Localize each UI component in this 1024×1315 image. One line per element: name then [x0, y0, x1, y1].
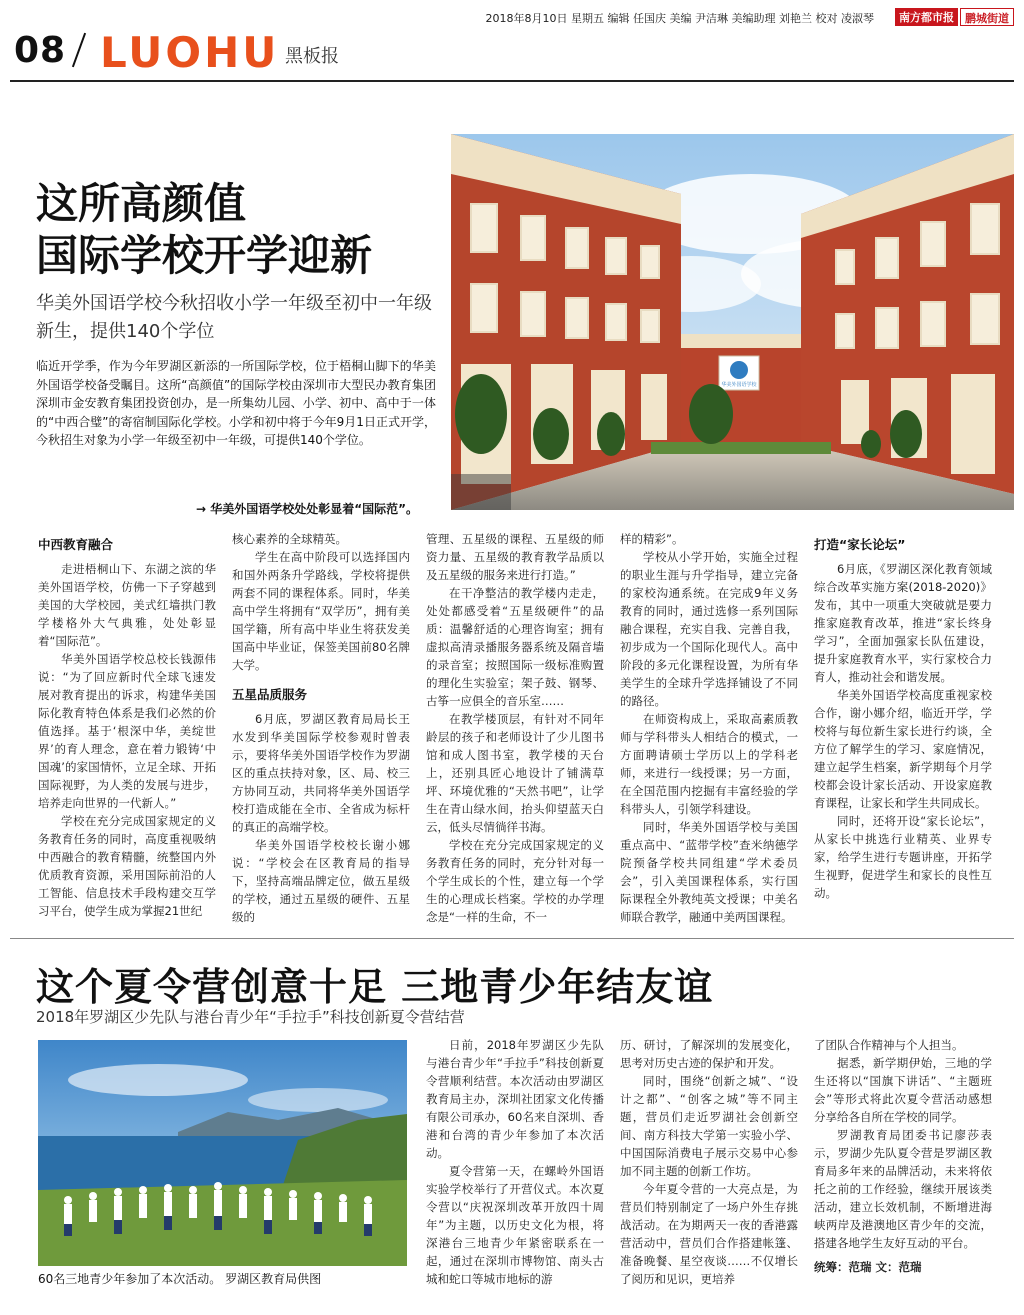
header-divider [72, 33, 86, 68]
story1-headline-line2: 国际学校开学迎新 [36, 231, 373, 280]
paragraph: 在师资构成上，采取高素质教师与学科带头人相结合的模式，一方面聘请硕士学历以上的学科老师，来进行一线授课；另一方面，在全国范围内挖掘有丰富经验的学科带头人，引领学科建设。 [620, 712, 798, 816]
story1-headline-line1: 这所高颜值 [36, 179, 247, 228]
paragraph: 6月底，《罗湖区深化教育领域综合改革实施方案(2018-2020)》发布，其中一项重大突破就是要力推家庭教育改革，推进“家长终身学习”，全面加强家长队伍建设，提升家庭教育水平，实行家校合力育人，推动社会和谐发展。 [814, 562, 992, 684]
school-campus-photo [451, 134, 1014, 510]
campus-sign-text: 华美外国语学校 [721, 382, 757, 388]
paragraph: 在教学楼顶层，有针对不同年龄层的孩子和老师设计了少儿图书馆和成人图书室，教学楼的天台上，还别具匠心地设计了铺满草坪、环境优雅的“天然书吧”，让学生在青山绿水间，抬头仰望蓝天白云，低头尽情徜徉书海。 [426, 712, 604, 834]
paragraph: 管理、五星级的课程、五星级的师资力量、五星级的教育教学品质以及五星级的服务来进行打造。” [426, 532, 604, 582]
paragraph: 学校从小学开始，实施全过程的职业生涯与升学指导，建立完备的家校沟通系统。在完成9年义务教育的同时，通过选修一系列国际融合课程，充实自我、完善自我，初步成为一个国际化现代人。高中阶段的多元化课程设置，为所有华美学生的全球升学选择铺设了不同的路径。 [620, 550, 798, 708]
story1-subheadline: 华美外国语学校今秋招收小学一年级至初中一年级新生，提供140个学位 [36, 293, 432, 342]
paragraph: 罗湖教育局团委书记廖莎表示，罗湖少先队夏令营是罗湖区教育局多年来的品牌活动，未来将依托之前的工作经验，继续开展该类活动，建立长效机制，不断增进海峡两岸及港澳地区青少年的交流，搭建各地学生友好互动的平台。 [814, 1128, 992, 1250]
brand-alt: 鹏城街道 [960, 8, 1014, 26]
paragraph: 走进梧桐山下、东湖之滨的华美外国语学校，仿佛一下子穿越到美国的大学校园，美式红墙拱门教学楼格外大气典雅，处处彰显着“国际范”。 [38, 562, 216, 648]
story1-photo-caption: → 华美外国语学校处处彰显着“国际范”。 [196, 502, 419, 516]
story2-column-2 [620, 1036, 798, 1288]
paragraph: 了团队合作精神与个人担当。 [814, 1038, 964, 1052]
masthead-bar [0, 8, 1024, 28]
paragraph: 核心素养的全球精英。 [232, 532, 347, 546]
story1-column-5 [814, 530, 992, 902]
paragraph: 华美外国语学校校长谢小娜说：“学校会在区教育局的指导下，坚持高端品牌定位，做五星级的学校，通过五星级的硬件、五星级的 [232, 838, 410, 924]
paragraph: 华美外国语学校总校长钱源伟说：“为了回应新时代全球飞速发展对教育提出的诉求，构建华美国际化教育特色体系是我们必然的价值选择。基于‘根深中华，美绽世界’的育人理念，意在着力锻铸‘中国魂’的家国情怀，立足全球、开拓国际视野，为人类的发展与进步，培养走向世界的一代新人。” [38, 652, 216, 810]
paragraph: 同时，还将开设“家长论坛”，从家长中挑选行业精英、业界专家，给学生进行专题讲座，开拓学生视野，促进学生和家长的良性互动。 [814, 814, 992, 900]
paragraph: 夏令营第一天，在螺岭外国语实验学校举行了开营仪式。本次夏令营以“庆祝深圳改革开放四十周年”为主题，以历史文化为根，将深港台三地青少年紧密联系在一起，通过在深圳市博物馆、南头古城和蛇口等城市地标的游 [426, 1164, 604, 1286]
story1-column-2 [232, 530, 410, 926]
story1-lead: 临近开学季，作为今年罗湖区新添的一所国际学校，位于梧桐山脚下的华美外国语学校备受瞩目。这所“高颜值”的国际学校由深圳市大型民办教育集团深圳市金安教育集团投资创办，是一所集幼儿园、小学、初中、高中于一体的“中西合璧”的寄宿制国际化学校。小学和初中将于今年9月1日正式开学，今秋招生对象为小学一年级至初中一年级，可提供140个学位。 [36, 359, 436, 447]
story2-column-3 [814, 1036, 992, 1276]
story1-headline [36, 178, 446, 282]
story1-column-3 [426, 530, 604, 926]
section-heading-five-star: 五星品质服务 [232, 687, 308, 702]
page-number: 08 [14, 30, 67, 71]
paragraph: 同时，围绕“创新之城”、“设计之都”、“创客之城”等不同主题，营员们走近罗湖社会创新空间、南方科技大学第一实验小学、中国国际消费电子展示交易中心参加不同主题的创新工作坊。 [620, 1074, 798, 1178]
story2-column-1 [426, 1036, 604, 1288]
section-title: LUOHU [100, 28, 280, 77]
paragraph: 学生在高中阶段可以选择国内和国外两条升学路线，学校将提供两套不同的课程体系。同时，华美高中学生将拥有“双学历”，拥有美国学籍，所有高中毕业生将获发美国高中毕业证，保签美国前80名牌大学。 [232, 550, 410, 672]
paragraph: 样的精彩”。 [620, 532, 684, 546]
brand-logo [895, 8, 1014, 26]
paragraph: 据悉，新学期伊始，三地的学生还将以“国旗下讲话”、“主题班会”等形式将此次夏令营活动感想分享给各自所在学校的同学。 [814, 1056, 992, 1124]
section-heading-chinese-western: 中西教育融合 [38, 537, 114, 552]
issue-meta: 2018年8月10日 星期五 编辑 任国庆 美编 尹洁琳 美编助理 刘艳兰 校对 凌淑琴 [485, 12, 874, 25]
story-divider [10, 938, 1014, 939]
paragraph: 学校在充分完成国家规定的义务教育任务的同时，充分针对每一个学生成长的个性，建立每一个学生的心理成长档案。学校的办学理念是“一样的生命，不一 [426, 838, 604, 924]
header-rule [10, 80, 1014, 82]
story1-column-4 [620, 530, 798, 926]
paragraph: 学校在充分完成国家规定的义务教育任务的同时，高度重视吸纳中西融合的教育精髓，统整国内外优质教育资源，采用国际前沿的人工智能、信息技术手段构建交互学习平台，使学生成为掌握21世纪 [38, 814, 216, 918]
paragraph: 华美外国语学校高度重视家校合作，谢小娜介绍，临近开学，学校将与每位新生家长进行约谈，全方位了解学生的学习、家庭情况，建立起学生档案，新学期每个月学校都会设计家长活动、开设家庭教育课程，让家长和学生共同成长。 [814, 688, 992, 810]
paragraph: 日前，2018年罗湖区少先队与港台青少年“手拉手”科技创新夏令营顺利结营。本次活动由罗湖区教育局主办，深圳社团家文化传播有限公司承办，60名来自深圳、香港和台湾的青少年参加了本次活动。 [426, 1038, 604, 1160]
byline: 统筹：范瑞 文：范瑞 [814, 1260, 922, 1274]
story2-headline: 这个夏令营创意十足 三地青少年结友谊 [36, 965, 714, 1009]
paragraph: 今年夏令营的一大亮点是，为营员们特别制定了一场户外生存挑战活动。在为期两天一夜的香港露营活动中，营员们合作搭建帐篷、准备晚餐、星空夜谈……不仅增长了阅历和见识，更培养 [620, 1182, 798, 1286]
story2-subheadline: 2018年罗湖区少先队与港台青少年“手拉手”科技创新夏令营结营 [36, 1008, 465, 1026]
brand-name: 南方都市报 [895, 8, 958, 26]
summer-camp-group-photo [38, 1040, 407, 1266]
paragraph: 在干净整洁的教学楼内走走，处处都感受着“五星级硬件”的品质：温馨舒适的心理咨询室；拥有虚拟高清录播服务器系统及隔音墙的录音室；按照国际一级标准购置的理化生实验室；架子鼓、钢琴、古筝一应俱全的音乐室…… [426, 586, 604, 708]
paragraph: 历、研讨，了解深圳的发展变化，思考对历史古迹的保护和开发。 [620, 1038, 798, 1070]
story1-column-1 [38, 530, 216, 920]
paragraph: 6月底，罗湖区教育局局长王水发到华美国际学校参观时曾表示，要将华美外国语学校作为罗湖区的重点扶持对象，区、局、校三方协同互动，共同将华美外国语学校打造成能在全市、全省成为标杆的真正的高端学校。 [232, 712, 410, 834]
paragraph: 同时，华美外国语学校与美国重点高中、“蓝带学校”查米纳德学院预备学校共同组建“学术委员会”，引入美国课程体系，实行国际课程全外教纯英文授课；中美名师联合教学，融通中美两国课程。 [620, 820, 798, 924]
column-name: 黑板报 [285, 46, 339, 67]
section-heading-parent-forum: 打造“家长论坛” [814, 537, 906, 552]
story2-photo-caption: 60名三地青少年参加了本次活动。 罗湖区教育局供图 [38, 1272, 322, 1286]
